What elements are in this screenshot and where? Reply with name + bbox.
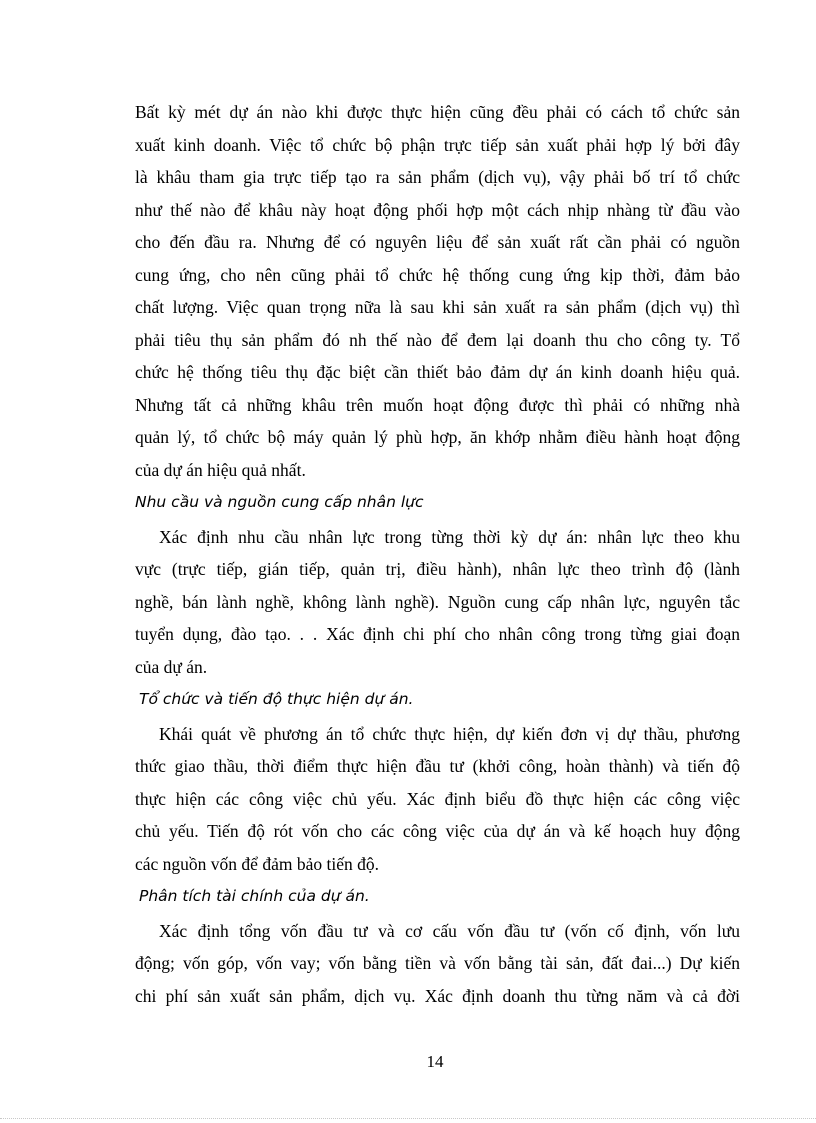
text-line: quản lý, tổ chức bộ máy quản lý phù hợp, ăn khớp nhằm điều hành hoạt động bbox=[135, 427, 740, 447]
text-line: tuyển dụng, đào tạo. . . Xác định chi phí cho nhân công trong từng giai đoạn bbox=[135, 624, 740, 644]
text-line: là khâu tham gia trực tiếp tạo ra sản phẩm (dịch vụ), vậy phải bố trí tổ chức bbox=[135, 167, 740, 187]
text-line: các nguồn vốn để đảm bảo tiến độ. bbox=[135, 853, 379, 874]
text-line: của dự án. bbox=[135, 656, 208, 677]
text-line: động; vốn góp, vốn vay; vốn bằng tiền và vốn bằng tài sản, đất đai...) Dự kiến bbox=[135, 953, 740, 973]
paragraph-project-schedule bbox=[135, 718, 740, 881]
text-line: Xác định tổng vốn đầu tư và cơ cấu vốn đầu tư (vốn cố định, vốn lưu bbox=[159, 920, 740, 941]
section-heading-financial-analysis: Phân tích tài chính của dự án. bbox=[139, 887, 370, 905]
page-number: 14 bbox=[426, 1052, 444, 1071]
text-line: Xác định nhu cầu nhân lực trong từng thời kỳ dự án: nhân lực theo khu bbox=[159, 526, 740, 547]
text-line: của dự án hiệu quả nhất. bbox=[135, 459, 306, 480]
page-content bbox=[135, 96, 740, 1012]
paragraph-financial-analysis bbox=[135, 915, 740, 1013]
text-line: thức giao thầu, thời điểm thực hiện đầu tư (khởi công, hoàn thành) và tiến độ bbox=[135, 756, 740, 776]
text-line: cung ứng, cho nên cũng phải tổ chức hệ thống cung ứng kịp thời, đảm bảo bbox=[135, 264, 740, 285]
text-line: Khái quát về phương án tổ chức thực hiện, dự kiến đơn vị dự thầu, phương bbox=[159, 723, 740, 744]
text-line: nghề, bán lành nghề, không lành nghề). Nguồn cung cấp nhân lực, nguyên tắc bbox=[135, 591, 740, 612]
text-line: chức hệ thống tiêu thụ đặc biệt cần thiết bảo đảm dự án kinh doanh hiệu quả. bbox=[135, 362, 740, 382]
text-line: chủ yếu. Tiến độ rót vốn cho các công việc của dự án và kế hoạch huy động bbox=[135, 821, 740, 841]
page-bottom-divider bbox=[0, 1118, 816, 1120]
text-line: cho đến đầu ra. Nhưng để có nguyên liệu để sản xuất rất cần phải có nguồn bbox=[135, 232, 740, 252]
text-line: xuất kinh doanh. Việc tổ chức bộ phận trực tiếp sản xuất phải hợp lý bởi đây bbox=[135, 134, 740, 155]
text-line: vực (trực tiếp, gián tiếp, quản trị, điều hành), nhân lực theo trình độ (lành bbox=[135, 559, 740, 579]
text-line: Bất kỳ mét dự án nào khi được thực hiện cũng đều phải có cách tổ chức sản bbox=[135, 102, 740, 122]
section-heading-project-schedule: Tổ chức và tiến độ thực hiện dự án. bbox=[139, 690, 414, 708]
text-line: Nhưng tất cả những khâu trên muốn hoạt động được thì phải có những nhà bbox=[135, 394, 740, 415]
text-line: chất lượng. Việc quan trọng nữa là sau khi sản xuất ra sản phẩm (dịch vụ) thì bbox=[135, 297, 740, 317]
section-heading-human-resources: Nhu cầu và nguồn cung cấp nhân lực bbox=[135, 493, 424, 511]
paragraph-production-organization bbox=[135, 96, 740, 486]
text-line: như thế nào để khâu này hoạt động phối hợp một cách nhịp nhàng từ đầu vào bbox=[135, 199, 740, 220]
text-line: chi phí sản xuất sản phẩm, dịch vụ. Xác định doanh thu từng năm và cả đời bbox=[135, 985, 740, 1006]
paragraph-human-resources bbox=[135, 521, 740, 684]
text-line: phải tiêu thụ sản phẩm đó nh thế nào để đem lại doanh thu cho công ty. Tổ bbox=[135, 329, 740, 350]
text-line: thực hiện các công việc chủ yếu. Xác định biểu đồ thực hiện các công việc bbox=[135, 788, 740, 809]
